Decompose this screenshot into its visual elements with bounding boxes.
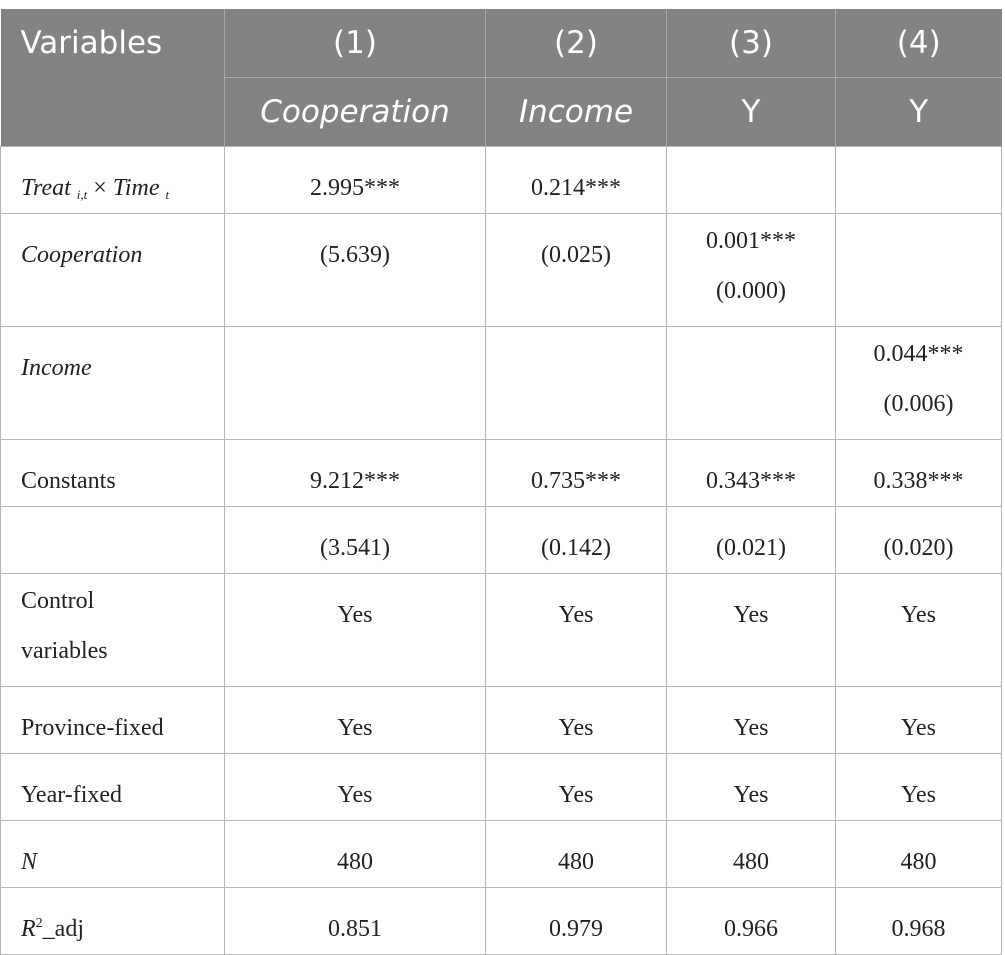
cell-n-c2: 480: [486, 821, 667, 888]
cooperation-c3-se: (0.000): [716, 278, 786, 304]
header-col-4: (4): [836, 9, 1002, 78]
cell-control-c2: Yes: [486, 574, 667, 687]
time-label: Time: [112, 175, 160, 201]
table-row-year: [1, 754, 1002, 821]
cell-constants-c3: 0.343***: [667, 440, 836, 507]
cell-treat-c3: [667, 147, 836, 214]
cell-income-c4: [836, 327, 1002, 440]
cooperation-c3-coef: 0.001***: [706, 228, 796, 254]
cell-r2-c3: 0.966: [667, 888, 836, 955]
cell-constants-se-c2: (0.142): [486, 507, 667, 574]
row-label-province: Province-fixed: [1, 687, 225, 754]
cell-year-c2: Yes: [486, 754, 667, 821]
table-header: [1, 9, 1002, 147]
row-label-cooperation: Cooperation: [1, 214, 225, 327]
header-dep-1: Cooperation: [225, 78, 486, 147]
cell-income-c1: [225, 327, 486, 440]
row-label-income: Income: [1, 327, 225, 440]
r2-suffix: _adj: [42, 916, 84, 942]
cell-treat-c4: [836, 147, 1002, 214]
header-row-columns: [1, 9, 1002, 78]
income-c4-coef: 0.044***: [873, 341, 964, 367]
cell-constants-c4: 0.338***: [836, 440, 1002, 507]
table-row-r2: [1, 888, 1002, 955]
header-variables: Variables: [1, 9, 225, 78]
cell-n-c1: 480: [225, 821, 486, 888]
cell-constants-se-c1: (3.541): [225, 507, 486, 574]
cell-n-c3: 480: [667, 821, 836, 888]
control-label-line1: Control: [21, 588, 95, 614]
regression-table: [0, 9, 1002, 955]
r2-base: R: [21, 916, 36, 942]
cell-province-c2: Yes: [486, 687, 667, 754]
table-row-cooperation: [1, 214, 1002, 327]
income-c4-se: (0.006): [883, 391, 954, 417]
control-label-line2: variables: [21, 638, 108, 664]
cell-income-c3: [667, 327, 836, 440]
cell-province-c3: Yes: [667, 687, 836, 754]
table-row-constants: [1, 440, 1002, 507]
row-label-r2: [1, 888, 225, 955]
row-label-n: N: [1, 821, 225, 888]
time-subscript: t: [165, 187, 170, 202]
table-row-control: [1, 574, 1002, 687]
cell-province-c1: Yes: [225, 687, 486, 754]
cell-constants-se-c3: (0.021): [667, 507, 836, 574]
cell-province-c4: Yes: [836, 687, 1002, 754]
row-label-year: Year-fixed: [1, 754, 225, 821]
row-label-constants-se: [1, 507, 225, 574]
row-label-constants: Constants: [1, 440, 225, 507]
cell-control-c1: Yes: [225, 574, 486, 687]
header-col-3: (3): [667, 9, 836, 78]
cell-r2-c2: 0.979: [486, 888, 667, 955]
cell-constants-c1: 9.212***: [225, 440, 486, 507]
cell-treat-c2: 0.214***: [486, 147, 667, 214]
treat-subscript: i,t: [76, 187, 88, 202]
cell-control-c4: Yes: [836, 574, 1002, 687]
cell-year-c4: Yes: [836, 754, 1002, 821]
cell-cooperation-c4: [836, 214, 1002, 327]
header-row-dependent: [1, 78, 1002, 147]
header-col-1: (1): [225, 9, 486, 78]
cell-control-c3: Yes: [667, 574, 836, 687]
header-dep-2: Income: [486, 78, 667, 147]
header-col-2: (2): [486, 9, 667, 78]
row-label-treat-time: [1, 147, 225, 214]
table-row-treat-time: [1, 147, 1002, 214]
cell-n-c4: 480: [836, 821, 1002, 888]
cell-year-c1: Yes: [225, 754, 486, 821]
cell-cooperation-c1: (5.639): [225, 214, 486, 327]
cell-constants-se-c4: (0.020): [836, 507, 1002, 574]
table-row-constants-se: [1, 507, 1002, 574]
times-symbol: ×: [87, 175, 113, 201]
table-row-income: [1, 327, 1002, 440]
header-blank: [1, 78, 225, 147]
cell-year-c3: Yes: [667, 754, 836, 821]
table-row-n: [1, 821, 1002, 888]
cell-r2-c4: 0.968: [836, 888, 1002, 955]
cell-treat-c1: 2.995***: [225, 147, 486, 214]
cell-cooperation-c3: [667, 214, 836, 327]
cell-income-c2: [486, 327, 667, 440]
treat-label: Treat: [21, 175, 71, 201]
table-body: [1, 147, 1002, 955]
cell-constants-c2: 0.735***: [486, 440, 667, 507]
table-row-province: [1, 687, 1002, 754]
cell-cooperation-c2: (0.025): [486, 214, 667, 327]
row-label-control: [1, 574, 225, 687]
cell-r2-c1: 0.851: [225, 888, 486, 955]
header-dep-3: Y: [667, 78, 836, 147]
r2-superscript: 2: [35, 916, 43, 931]
header-dep-4: Y: [836, 78, 1002, 147]
